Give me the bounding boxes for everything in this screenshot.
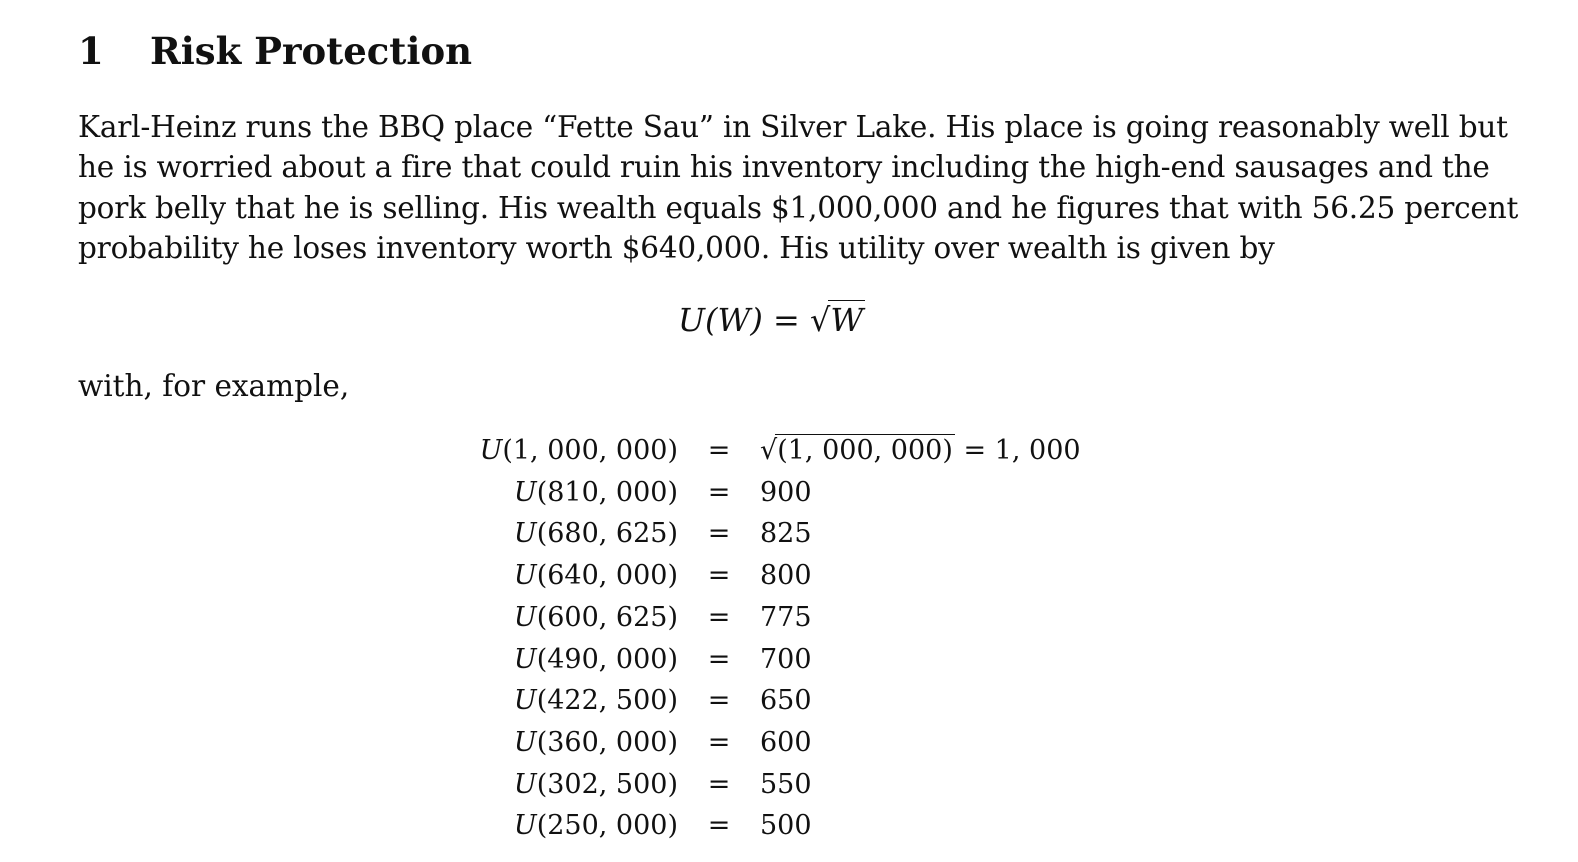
utility-argument: U(302, 500) (513, 768, 678, 800)
equals-sign: = (707, 435, 731, 466)
utility-row-rhs (760, 639, 1081, 681)
utility-value: 650 (760, 685, 812, 717)
utility-value: 1, 000 (994, 435, 1081, 466)
paragraph-line: pork belly that he is selling. His wealth equals $1,000,000 and he figures that with 56.25 percent (78, 190, 1519, 225)
equals-sign: = (954, 435, 995, 466)
utility-argument: U(810, 000) (513, 476, 678, 508)
square-root (810, 298, 865, 342)
utility-row (440, 722, 1081, 764)
utility-row-lhs (440, 680, 678, 722)
utility-row (440, 639, 1081, 681)
section-number: 1 (78, 29, 104, 73)
utility-row (440, 472, 1081, 514)
utility-row-rhs (760, 597, 1081, 639)
utility-row-rhs (760, 513, 1081, 555)
equals-sign: = (707, 476, 731, 508)
utility-argument: U(490, 000) (513, 643, 678, 675)
equals-sign: = (707, 560, 731, 592)
utility-row-rhs (760, 680, 1081, 722)
utility-row-lhs (440, 472, 678, 514)
utility-value: 775 (760, 601, 812, 633)
utility-argument: U(360, 000) (513, 726, 678, 758)
example-label: with, for example, (78, 369, 350, 403)
utility-row-lhs (440, 513, 678, 555)
paragraph-line: Karl-Heinz runs the BBQ place “Fette Sau” in Silver Lake. His place is going reasonably well but (78, 110, 1508, 144)
utility-row-lhs (440, 805, 678, 847)
utility-argument: U(680, 625) (513, 518, 678, 550)
radical-sign-icon: √ (760, 435, 778, 466)
utility-value: 550 (760, 768, 812, 800)
utility-row-rhs (760, 430, 1081, 472)
equals-sign: = (773, 301, 800, 339)
equals-sign: = (707, 685, 731, 717)
problem-paragraph (78, 107, 1519, 268)
equals-sign: = (707, 518, 731, 550)
utility-values-table (440, 430, 1081, 847)
utility-row (440, 680, 1081, 722)
utility-row-lhs (440, 722, 678, 764)
paragraph-line: he is worried about a fire that could ruin his inventory including the high-end sausages and the (78, 150, 1490, 185)
utility-row-lhs (440, 555, 678, 597)
utility-row-rhs (760, 472, 1081, 514)
utility-value: 600 (760, 726, 812, 758)
utility-value: 500 (760, 810, 812, 842)
utility-row-lhs (440, 430, 678, 472)
utility-row (440, 805, 1081, 847)
radicand: W (830, 301, 864, 339)
utility-value: 825 (760, 518, 812, 550)
section-heading (78, 26, 472, 76)
utility-row (440, 764, 1081, 806)
utility-argument: U(422, 500) (513, 685, 678, 717)
utility-argument: U(600, 625) (513, 601, 678, 633)
paragraph-line: probability he loses inventory worth $640,000. His utility over wealth is given by (78, 230, 1275, 265)
equals-sign: = (707, 726, 731, 758)
radical-sign-icon: √ (809, 301, 831, 339)
utility-row-lhs (440, 597, 678, 639)
utility-row (440, 555, 1081, 597)
utility-row-rhs (760, 764, 1081, 806)
utility-function-lhs: U(W) (678, 301, 763, 339)
utility-row-rhs (760, 805, 1081, 847)
utility-argument: U(640, 000) (513, 560, 678, 592)
utility-row-rhs (760, 722, 1081, 764)
utility-value: 900 (760, 476, 812, 508)
radicand: (1, 000, 000) (777, 435, 953, 466)
utility-row-lhs (440, 764, 678, 806)
utility-argument: U(1, 000, 000) (479, 435, 678, 466)
utility-row (440, 430, 1081, 472)
utility-row-lhs (440, 639, 678, 681)
utility-argument: U(250, 000) (513, 810, 678, 842)
utility-value: 700 (760, 643, 812, 675)
equals-sign: = (707, 768, 731, 800)
utility-value: 800 (760, 560, 812, 592)
square-root (760, 430, 955, 472)
equals-sign: = (707, 643, 731, 675)
utility-function-equation (678, 298, 865, 342)
utility-row (440, 597, 1081, 639)
equals-sign: = (707, 601, 731, 633)
utility-row (440, 513, 1081, 555)
section-title: Risk Protection (150, 29, 473, 73)
equals-sign: = (707, 810, 731, 842)
utility-row-rhs (760, 555, 1081, 597)
